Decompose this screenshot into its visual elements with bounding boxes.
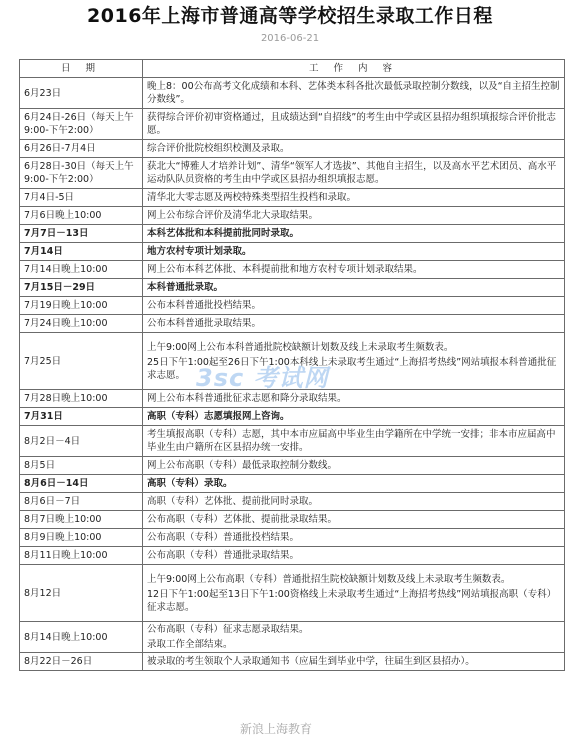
table-row xyxy=(20,261,565,279)
row-content xyxy=(143,279,565,297)
content-paragraph: 录取工作全部结束。 xyxy=(147,639,233,650)
row-content xyxy=(143,225,565,243)
content-paragraph: 高职（专科）艺体批、提前批同时录取。 xyxy=(147,496,319,507)
content-paragraph: 25日下午1:00起至26日下午1:00本科线上未录取考生通过“上海招考热线”网站填报本科普通批征求志愿。 xyxy=(147,356,557,381)
row-date: 8月11日晚上10:00 xyxy=(20,547,143,565)
watermark-logo: 3sc 考试网 xyxy=(196,364,329,392)
header-date: 日 期 xyxy=(20,60,143,78)
table-row xyxy=(20,279,565,297)
row-content xyxy=(143,158,565,189)
content-paragraph: 12日下午1:00起至13日下午1:00资格线上未录取考生通过“上海招考热线”网站填报高职（专科）征求志愿。 xyxy=(147,588,557,613)
row-date: 8月5日 xyxy=(20,457,143,475)
publish-date: 2016-06-21 xyxy=(260,33,320,44)
table-row xyxy=(20,315,565,333)
row-date: 8月6日－14日 xyxy=(20,475,143,493)
table-row xyxy=(20,333,565,390)
source-watermark: 新浪上海教育 xyxy=(240,722,313,736)
row-content xyxy=(143,333,565,390)
row-content xyxy=(143,390,565,408)
row-date: 7月6日晚上10:00 xyxy=(20,207,143,225)
row-content xyxy=(143,243,565,261)
table-row xyxy=(20,158,565,189)
row-content xyxy=(143,457,565,475)
content-paragraph: 公布本科普通批投档结果。 xyxy=(147,300,262,311)
content-paragraph: 上午9:00网上公布高职（专科）普通批招生院校缺额计划数及线上未录取考生频数表。 xyxy=(147,573,511,585)
row-date: 6月28日-30日（每天上午9:00-下午2:00） xyxy=(20,158,143,189)
table-row xyxy=(20,493,565,511)
content-paragraph: 晚上8：00公布高考文化成绩和本科、艺体类本科各批次最低录取控制分数线，以及“自主招生控制分数线”。 xyxy=(147,81,560,105)
content-paragraph: 网上公布综合评价及清华北大录取结果。 xyxy=(147,210,319,221)
row-date: 7月19日晚上10:00 xyxy=(20,297,143,315)
content-paragraph: 公布本科普通批录取结果。 xyxy=(147,318,262,329)
content-paragraph: 网上公布本科艺体批、本科提前批和地方农村专项计划录取结果。 xyxy=(147,264,423,275)
row-date: 8月14日晚上10:00 xyxy=(20,622,143,653)
row-content xyxy=(143,140,565,158)
row-content xyxy=(143,207,565,225)
table-row xyxy=(20,78,565,109)
row-content xyxy=(143,493,565,511)
table-row xyxy=(20,408,565,426)
table-row xyxy=(20,189,565,207)
row-date: 8月9日晚上10:00 xyxy=(20,529,143,547)
row-date: 7月14日晚上10:00 xyxy=(20,261,143,279)
table-header-row xyxy=(20,60,565,78)
row-content xyxy=(143,78,565,109)
row-date: 7月14日 xyxy=(20,243,143,261)
row-date: 7月7日－13日 xyxy=(20,225,143,243)
table-row xyxy=(20,426,565,457)
table-row xyxy=(20,547,565,565)
row-content xyxy=(143,511,565,529)
table-row xyxy=(20,475,565,493)
schedule-table xyxy=(19,59,565,671)
content-paragraph: 被录取的考生领取个人录取通知书（应届生到毕业中学，往届生到区县招办）。 xyxy=(147,656,475,667)
content-paragraph: 上午9:00网上公布本科普通批院校缺额计划数及线上未录取考生频数表。 xyxy=(147,341,454,353)
row-date: 7月15日－29日 xyxy=(20,279,143,297)
row-content xyxy=(143,189,565,207)
row-content xyxy=(143,261,565,279)
row-content xyxy=(143,297,565,315)
row-date: 8月22日－26日 xyxy=(20,653,143,671)
table-row xyxy=(20,457,565,475)
row-content xyxy=(143,315,565,333)
table-row xyxy=(20,109,565,140)
table-row xyxy=(20,225,565,243)
row-date: 7月4日-5日 xyxy=(20,189,143,207)
row-date: 7月31日 xyxy=(20,408,143,426)
row-content xyxy=(143,109,565,140)
schedule-body xyxy=(20,78,565,671)
content-paragraph: 综合评价批院校组织校测及录取。 xyxy=(147,143,290,154)
content-paragraph: 地方农村专项计划录取。 xyxy=(147,246,252,257)
table-row xyxy=(20,390,565,408)
row-content xyxy=(143,426,565,457)
content-paragraph: 高职（专科）录取。 xyxy=(147,478,233,489)
row-date: 6月24日-26日（每天上午9:00-下午2:00） xyxy=(20,109,143,140)
page-title: 2016年上海市普通高等学校招生录取工作日程 xyxy=(87,5,493,27)
content-paragraph: 公布高职（专科）征求志愿录取结果。 xyxy=(147,624,309,635)
row-content xyxy=(143,653,565,671)
content-paragraph: 本科普通批录取。 xyxy=(147,282,224,293)
table-row xyxy=(20,622,565,653)
row-date: 6月23日 xyxy=(20,78,143,109)
table-row xyxy=(20,297,565,315)
content-paragraph: 公布高职（专科）艺体批、提前批录取结果。 xyxy=(147,514,338,525)
content-paragraph: 公布高职（专科）普通批录取结果。 xyxy=(147,550,300,561)
table-row xyxy=(20,529,565,547)
content-paragraph: 网上公布高职（专科）最低录取控制分数线。 xyxy=(147,460,338,471)
content-paragraph: 高职（专科）志愿填报网上咨询。 xyxy=(147,411,290,422)
table-row xyxy=(20,653,565,671)
row-date: 6月26日-7月4日 xyxy=(20,140,143,158)
header-content: 工 作 内 容 xyxy=(143,60,565,78)
row-content xyxy=(143,547,565,565)
table-row xyxy=(20,511,565,529)
row-date: 8月6日－7日 xyxy=(20,493,143,511)
table-row xyxy=(20,243,565,261)
table-row xyxy=(20,565,565,622)
content-paragraph: 公布高职（专科）普通批投档结果。 xyxy=(147,532,300,543)
row-content xyxy=(143,475,565,493)
content-paragraph: 网上公布本科普通批征求志愿和降分录取结果。 xyxy=(147,393,347,404)
table-row xyxy=(20,140,565,158)
row-date: 8月2日－4日 xyxy=(20,426,143,457)
content-paragraph: 获得综合评价初审资格通过，且成绩达到“自招线”的考生由中学或区县招办组织填报综合评价批志愿。 xyxy=(147,112,556,136)
row-date: 7月25日 xyxy=(20,333,143,390)
row-content xyxy=(143,565,565,622)
content-paragraph: 考生填报高职（专科）志愿，其中本市应届高中毕业生由学籍所在中学统一安排；非本市应届高中毕业生由户籍所在区县招办统一安排。 xyxy=(147,429,556,453)
row-content xyxy=(143,529,565,547)
content-paragraph: 清华北大零志愿及两校特殊类型招生投档和录取。 xyxy=(147,192,357,203)
content-paragraph: 获北大“博雅人才培养计划”、清华“领军人才选拔”、其他自主招生，以及高水平艺术团员、高水平运动队队员资格的考生由中学或区县招办组织填报志愿。 xyxy=(147,161,557,185)
row-content xyxy=(143,408,565,426)
row-content xyxy=(143,622,565,653)
row-date: 7月28日晚上10:00 xyxy=(20,390,143,408)
row-date: 8月7日晚上10:00 xyxy=(20,511,143,529)
row-date: 8月12日 xyxy=(20,565,143,622)
row-date: 7月24日晚上10:00 xyxy=(20,315,143,333)
content-paragraph: 本科艺体批和本科提前批同时录取。 xyxy=(147,228,300,239)
table-row xyxy=(20,207,565,225)
